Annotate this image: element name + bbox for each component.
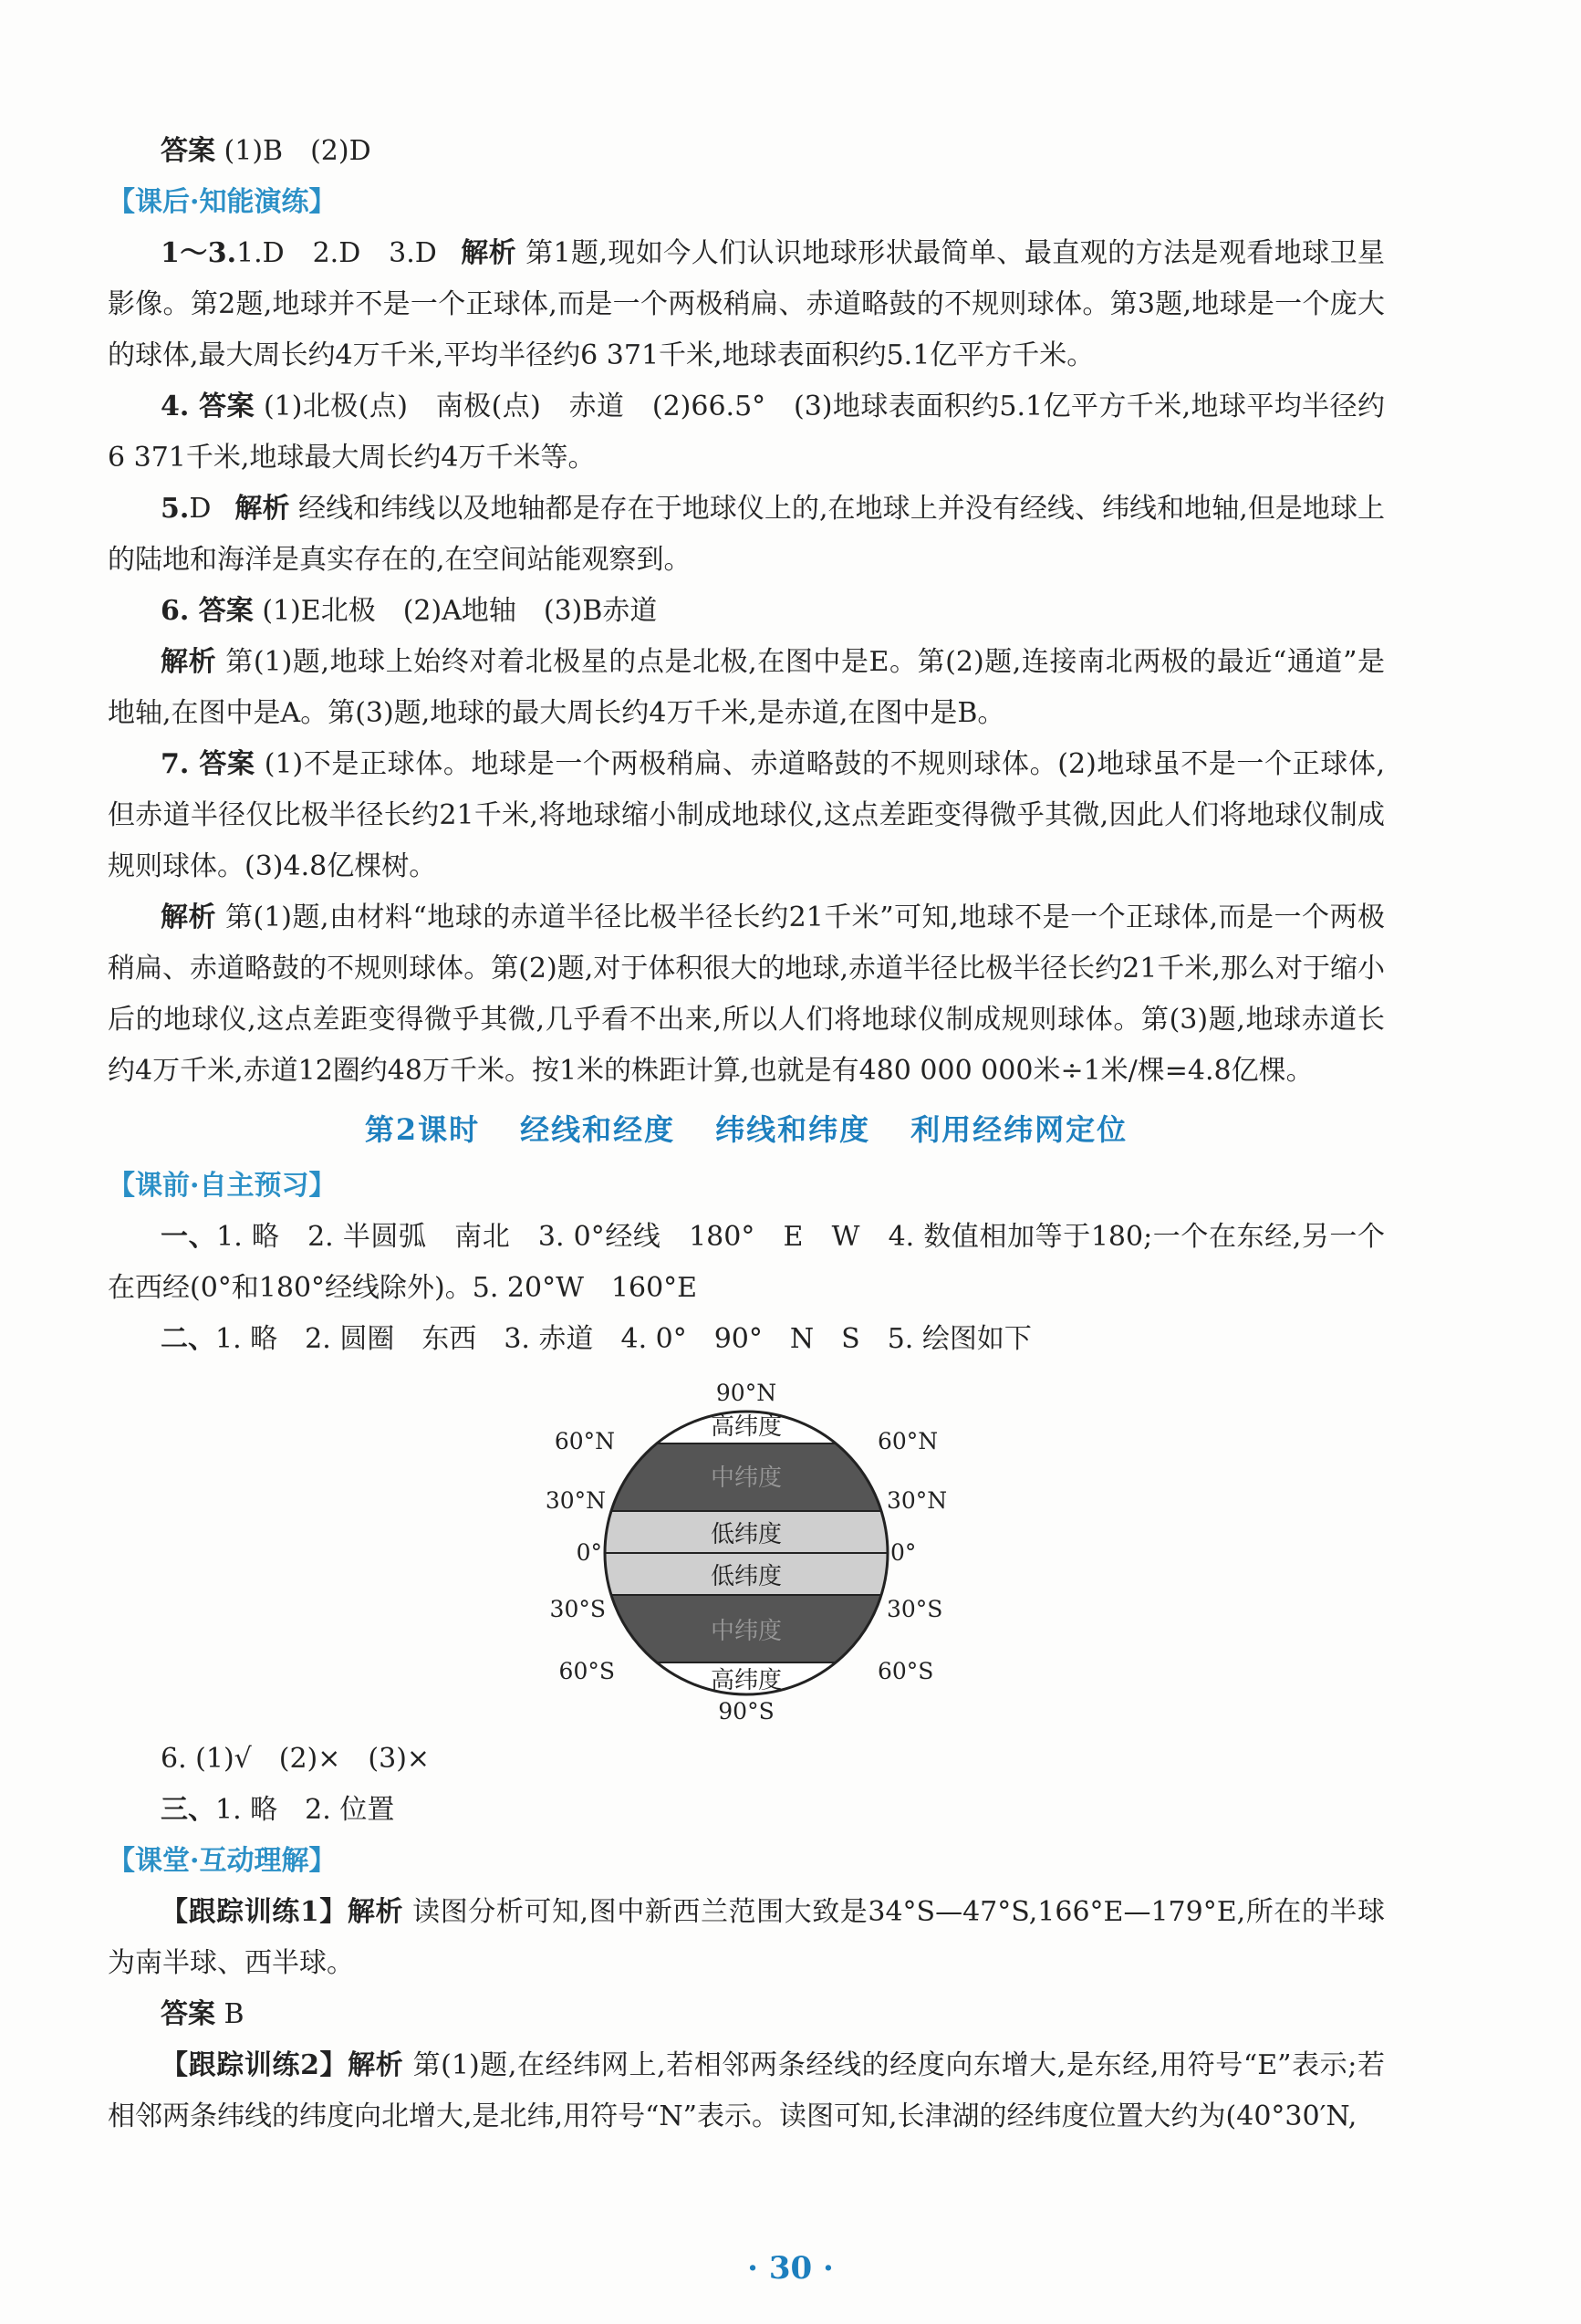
zone-mid-south: 中纬度 (710, 1618, 783, 1645)
label-60s-left: 60°S (558, 1658, 615, 1684)
label-30s-left: 30°S (549, 1596, 606, 1622)
zone-high-north: 高纬度 (710, 1413, 783, 1441)
question-7-analysis: 解析 第(1)题,由材料“地球的赤道半径比极半径长约21千米”可知,地球不是一个正球体,而是一个两极稍扁、赤道略鼓的不规则球体。第(2)题,对于体积很大的地球,赤道半径比极半径长约21千米,那么对于缩小后的地球仪,这点差距变得微乎其微,几乎看不出来,所以人们将地球仪制成规则球体。第(3)题,地球赤道长约4万千米,赤道12圈约48万千米。按1米的株距计算,也就是有480 000 000米÷1米/棵=4.8亿棵。 (108, 901, 1385, 1087)
page-number: · 30 · (747, 2250, 834, 2287)
label-60n-left: 60°N (554, 1428, 615, 1454)
latitude-zones-figure (108, 1372, 1385, 1728)
tracking-exercise-2: 【跟踪训练2】解析 第(1)题,在经纬网上,若相邻两条经线的经度向东增大,是东经,用符号“E”表示;若相邻两条纬线的纬度向北增大,是北纬,用符号“N”表示。读图可知,长津湖的经纬度位置大约为(40°30′N, (108, 2049, 1385, 2132)
tracking-exercise-1: 【跟踪训练1】解析 读图分析可知,图中新西兰范围大致是34°S—47°S,166°E—179°E,所在的半球为南半球、西半球。 (108, 1896, 1385, 1979)
answer-line: 答案 (1)B (2)D (161, 135, 371, 167)
section-heading-after-class: 【课后·知能演练】 (108, 186, 337, 218)
tracking-exercise-1-answer: 答案 B (161, 1998, 244, 2030)
section-heading-pre-class: 【课前·自主预习】 (108, 1170, 337, 1202)
label-90s: 90°S (718, 1698, 775, 1725)
label-30n-left: 30°N (545, 1487, 606, 1514)
content (108, 126, 1385, 2142)
zone-high-south: 高纬度 (710, 1667, 783, 1694)
pre-part-2-item-6: 6. (1)√ (2)× (3)× (161, 1743, 431, 1775)
pre-part-1: 一、1. 略 2. 半圆弧 南北 3. 0°经线 180° E W 4. 数值相加等于180;一个在东经,另一个在西经(0°和180°经线除外)。5. 20°W 160°E (108, 1221, 1386, 1304)
label-90n: 90°N (715, 1380, 777, 1406)
question-5: 5.D 解析 经线和纬线以及地轴都是存在于地球仪上的,在地球上并没有经线、纬线和地轴,但是地球上的陆地和海洋是真实存在的,在空间站能观察到。 (108, 493, 1386, 576)
pre-part-3: 三、1. 略 2. 位置 (161, 1794, 395, 1826)
zone-mid-north: 中纬度 (710, 1464, 783, 1492)
lesson-title: 第2课时 经线和经度 纬线和纬度 利用经纬网定位 (364, 1112, 1129, 1147)
latitude-zones-diagram (536, 1372, 956, 1728)
question-4: 4. 答案 (1)北极(点) 南极(点) 赤道 (2)66.5° (3)地球表面积约5.1亿平方千米,地球平均半径约6 371千米,地球最大周长约4万千米等。 (108, 391, 1386, 474)
question-7: 7. 答案 (1)不是正球体。地球是一个两极稍扁、赤道略鼓的不规则球体。(2)地球虽不是一个正球体,但赤道半径仅比极半径长约21千米,将地球缩小制成地球仪,这点差距变得微乎其微,因此人们将地球仪制成规则球体。(3)4.8亿棵树。 (108, 748, 1385, 882)
label-30n-right: 30°N (887, 1487, 948, 1514)
label-0-left: 0° (576, 1539, 602, 1566)
question-6-analysis: 解析 第(1)题,地球上始终对着北极星的点是北极,在图中是E。第(2)题,连接南北两极的最近“通道”是地轴,在图中是A。第(3)题,地球的最大周长约4万千米,是赤道,在图中是B。 (108, 646, 1386, 729)
label-30s-right: 30°S (887, 1596, 943, 1622)
label-60n-right: 60°N (878, 1428, 939, 1454)
label-60s-right: 60°S (878, 1658, 934, 1684)
question-1-3: 1～3.1.D 2.D 3.D 解析 第1题,现如今人们认识地球形状最简单、最直观的方法是观看地球卫星影像。第2题,地球并不是一个正球体,而是一个两极稍扁、赤道略鼓的不规则球体。第3题,地球是一个庞大的球体,最大周长约4万千米,平均半径约6 371千米,地球表面积约5.1亿平方千米。 (108, 237, 1386, 371)
pre-part-2: 二、1. 略 2. 圆圈 东西 3. 赤道 4. 0° 90° N S 5. 绘图如下 (161, 1323, 1032, 1355)
question-6: 6. 答案 (1)E北极 (2)A地轴 (3)B赤道 (161, 595, 658, 627)
zone-low-south: 低纬度 (710, 1563, 783, 1590)
zone-low-north: 低纬度 (710, 1521, 783, 1548)
label-0-right: 0° (890, 1539, 917, 1566)
section-heading-in-class: 【课堂·互动理解】 (108, 1845, 337, 1877)
